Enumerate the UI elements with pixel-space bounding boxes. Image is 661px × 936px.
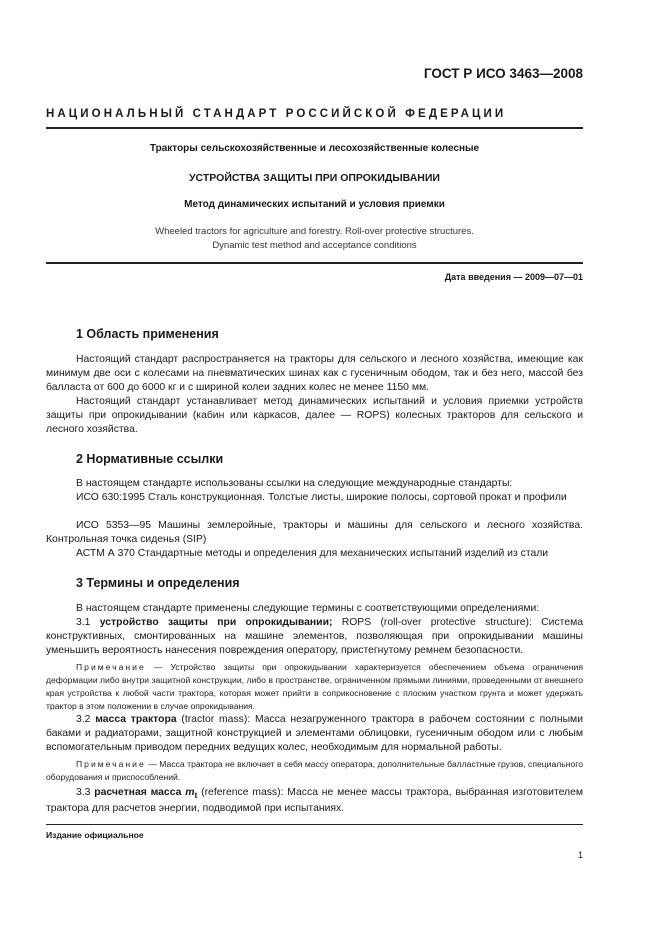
title-line-3: Метод динамических испытаний и условия приемки <box>184 199 445 210</box>
page-number: 1 <box>577 850 583 860</box>
national-standard-banner: НАЦИОНАЛЬНЫЙ СТАНДАРТ РОССИЙСКОЙ ФЕДЕРАЦИИ <box>46 108 507 120</box>
term-3-1-number: 3.1 <box>76 617 91 628</box>
section-2-reference-astm: АСТМ А 370 Стандартные методы и определения для механических испытаний изделий из стали <box>76 548 549 559</box>
term-3-2-definition: (tractor mass): Масса незагруженного трактора в рабочем состоянии с полными баками и радиаторами, защитной конструкцией и элементами облицовки, гусеничным ободом или с любым вспомогательным приводом передних ведущих колес, необходимым для нормальной работы. <box>46 714 583 753</box>
footer-rule <box>46 824 583 825</box>
title-line-1: Тракторы сельскохозяйственные и лесохозяйственные колесные <box>149 143 480 154</box>
note-2 <box>46 758 583 784</box>
title-rule <box>46 262 583 264</box>
note-1-text: — Устройство защиты при опрокидывании характеризуется обеспечением объема ограничения деформации либо внутри защитной конструкции, либо в пространстве, ограниченном прямыми линиями, проведенными от внешнего края устройства к любой части трактора, которая может прийти в соприкосновение с плоским участком грунта и может удержать трактор в этом положении в случае опрокидывания. <box>46 662 583 711</box>
term-3-2-term: масса трактора <box>95 714 177 725</box>
term-3-1-definition: ROPS (roll-over protective structure): Система конструктивных, смонтированных на машине элементов, позволяющая при опрокидывании машины уменьшить вероятность нанесения повреждения оператору, пристегнутому ремнем безопасности. <box>46 617 583 656</box>
term-3-3-symbol: $m_t$ <box>185 787 198 801</box>
note-1 <box>46 661 583 713</box>
section-3-paragraph-1: В настоящем стандарте применены следующие термины с соответствующими определениями: <box>76 603 540 614</box>
english-title <box>46 225 583 253</box>
term-3-2-number: 3.2 <box>76 714 91 725</box>
header-rule <box>46 127 583 129</box>
term-3-1 <box>46 616 583 658</box>
term-3-3-definition: (reference mass): Масса не менее массы трактора, выбранная изготовителем трактора для расчетов энергии, подводимой при испытаниях. <box>46 787 583 815</box>
term-3-3 <box>46 786 583 816</box>
section-3-heading: 3 Термины и определения <box>76 576 240 590</box>
note-1-label: Примечание <box>76 662 146 672</box>
official-edition-label: Издание официальное <box>46 830 144 840</box>
english-title-line-1: Wheeled tractors for agriculture and forestry. Roll-over protective structures. <box>155 226 474 237</box>
section-2-paragraph-1: В настоящем стандарте использованы ссылки на следующие международные стандарты: <box>76 478 513 489</box>
introduction-date: Дата введения — 2009—07—01 <box>444 272 583 282</box>
note-2-label: Примечание <box>76 759 146 769</box>
term-3-3-term: расчетная масса <box>94 787 182 798</box>
section-2-reference-iso5353: ИСО 5353—95 Машины землеройные, тракторы и машины для сельского и лесного хозяйства. Контрольная точка сиденья (SIP) <box>46 520 583 545</box>
term-3-1-term: устройство защиты при опрокидывании; <box>99 617 333 628</box>
english-title-line-2: Dynamic test method and acceptance conditions <box>212 240 417 251</box>
section-1-paragraph-1: Настоящий стандарт распространяется на тракторы для сельского и лесного хозяйства, имеющие как минимум две оси с колесами на пневматических шинах как с гусеничным ободом, так и без него, массой без балласта от 600 до 6000 кг и с шириной колеи задних колес не менее 1150 мм. <box>46 354 583 393</box>
section-1-paragraph-2: Настоящий стандарт устанавливает метод динамических испытаний и условия приемки устройств защиты при опрокидывании (кабин или каркасов, далее — ROPS) колесных тракторов для сельского и лесного хозяйства. <box>46 396 583 435</box>
gost-code: ГОСТ Р ИСО 3463—2008 <box>423 66 583 81</box>
term-3-3-number: 3.3 <box>76 787 91 798</box>
section-1-heading: 1 Область применения <box>76 327 219 341</box>
section-2-heading: 2 Нормативные ссылки <box>76 452 224 466</box>
title-line-2: УСТРОЙСТВА ЗАЩИТЫ ПРИ ОПРОКИДЫВАНИИ <box>189 172 440 184</box>
term-3-2 <box>46 713 583 755</box>
note-2-text: — Масса трактора не включает в себя массу оператора, дополнительные балластные грузов, специального оборудования и приспособлений. <box>46 759 583 782</box>
section-2-reference-iso630: ИСО 630:1995 Сталь конструкционная. Толстые листы, широкие полосы, сортовой прокат и профили <box>76 492 567 503</box>
